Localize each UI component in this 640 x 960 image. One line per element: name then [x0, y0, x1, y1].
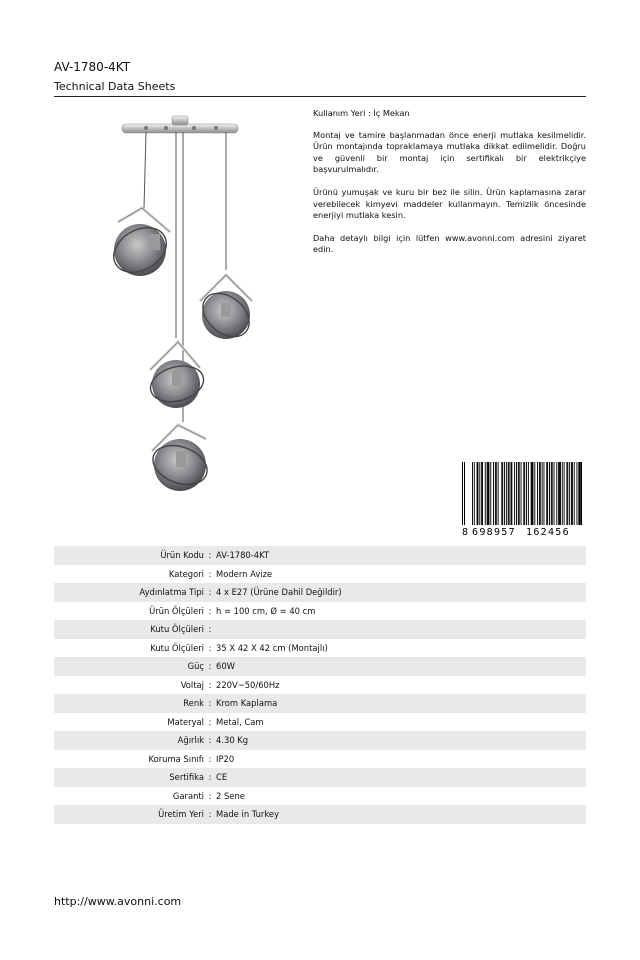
spec-row [54, 602, 586, 621]
barcode-guard-bar [464, 462, 465, 534]
barcode-bar [478, 462, 479, 528]
spec-value: Krom Kaplama [216, 698, 278, 709]
product-info-text [313, 108, 586, 267]
footer-website-link[interactable]: http://www.avonni.com [54, 895, 182, 908]
barcode-bar [562, 462, 563, 528]
barcode [460, 462, 584, 538]
barcode-bar [549, 462, 550, 528]
spec-table [54, 546, 586, 824]
spec-separator: : [208, 790, 212, 801]
spec-value: h = 100 cm, Ø = 40 cm [216, 605, 316, 616]
barcode-bar [506, 462, 507, 528]
spec-row [54, 657, 586, 676]
barcode-bar [509, 462, 510, 528]
spec-separator: : [208, 568, 212, 579]
spec-separator: : [208, 698, 212, 709]
spec-label: Sertifika [169, 772, 204, 783]
barcode-bar [556, 462, 557, 528]
spec-value: CE [216, 772, 228, 783]
barcode-bar [516, 462, 517, 528]
barcode-bar [518, 462, 519, 528]
barcode-bar [569, 462, 570, 528]
pendant-2 [195, 275, 258, 346]
pendant-1 [106, 208, 174, 281]
barcode-bar [508, 462, 509, 528]
spec-separator: : [208, 735, 212, 746]
spec-label: Aydınlatma Tipi [139, 587, 204, 598]
barcode-bar [488, 462, 489, 528]
spec-label: Ürün Kodu [160, 550, 204, 561]
barcode-bar [532, 462, 533, 528]
chandelier-image [100, 110, 260, 505]
spec-separator: : [208, 642, 212, 653]
barcode-bar [567, 462, 568, 528]
spec-row [54, 583, 586, 602]
pendant-4 [148, 425, 213, 491]
spec-value: Metal, Cam [216, 716, 264, 727]
spec-separator: : [208, 661, 212, 672]
spec-row [54, 676, 586, 695]
spec-value: 220V~50/60Hz [216, 679, 280, 690]
pendant-3 [147, 342, 208, 408]
barcode-bar [511, 462, 512, 528]
spec-value: IP20 [216, 753, 235, 764]
canopy-center [172, 116, 188, 125]
barcode-bar [542, 462, 543, 528]
barcode-bar [564, 462, 565, 528]
safety-paragraph: Montaj ve tamire başlanmadan önce enerji mutlaka kesilmelidir. Ürün montajında topraklamaya mutlaka dikkat edilmelidir. Doğru ve güvenli bir montaj için sertifikalı bir elektrikçiye başvurulmalıdır. [313, 129, 586, 175]
barcode-bar [511, 462, 512, 528]
barcode-bar [552, 462, 553, 528]
spec-value: 2 Sene [216, 790, 245, 801]
barcode-group-2: 162456 [526, 527, 570, 538]
barcode-bar [531, 462, 532, 528]
barcode-bar [474, 462, 475, 528]
spec-label: Güç [187, 661, 204, 672]
barcode-bar [560, 462, 561, 528]
usage-location: Kullanım Yeri : İç Mekan [313, 108, 410, 118]
barcode-bar [495, 462, 496, 528]
barcode-bar [554, 462, 555, 528]
canopy-plate [122, 124, 238, 133]
barcode-bar [580, 462, 581, 528]
barcode-bar [482, 462, 483, 528]
header-divider [54, 96, 586, 97]
spec-separator: : [208, 624, 212, 635]
barcode-group-1: 698957 [472, 527, 516, 538]
spec-label: Üretim Yeri [158, 809, 204, 820]
barcode-guard-bar [579, 462, 580, 534]
spec-separator: : [208, 753, 212, 764]
barcode-bar [540, 462, 541, 528]
barcode-guard-bar [462, 462, 463, 534]
barcode-bar [526, 462, 527, 528]
spec-row [54, 546, 586, 565]
barcode-bar [477, 462, 478, 528]
document-subtitle: Technical Data Sheets [54, 80, 176, 93]
barcode-bar [496, 462, 497, 528]
barcode-bar [524, 462, 525, 528]
spec-value: 4 x E27 (Ürüne Dahil Değildir) [216, 587, 342, 598]
barcode-bar [558, 462, 559, 528]
spec-label: Renk [183, 698, 204, 709]
spec-row [54, 731, 586, 750]
barcode-bar [546, 462, 547, 528]
barcode-bars [462, 462, 582, 534]
spec-label: Ürün Ölçüleri [149, 605, 204, 616]
barcode-bar [534, 462, 535, 528]
barcode-bar [559, 462, 560, 528]
barcode-bar [487, 462, 488, 528]
spec-separator: : [208, 809, 212, 820]
barcode-bar [493, 462, 494, 528]
barcode-bar [502, 462, 503, 528]
spec-row [54, 565, 586, 584]
spec-separator: : [208, 605, 212, 616]
barcode-bar [544, 462, 545, 528]
cleaning-paragraph: Ürünü yumuşak ve kuru bir bez ile silin. Ürün kaplamasına zarar verebilecek kimyevi maddeler kullanmayın. Temizlik öncesinde enerjiyi mutlaka kesin. [313, 186, 586, 221]
barcode-bar [539, 462, 540, 528]
barcode-bar [533, 462, 534, 528]
barcode-bar [498, 462, 499, 528]
barcode-bar [504, 462, 505, 528]
barcode-bar [490, 462, 491, 528]
barcode-bar [577, 462, 578, 528]
spec-row [54, 694, 586, 713]
spec-label: Ağırlık [177, 735, 204, 746]
product-code-title: AV-1780-4KT [54, 60, 131, 74]
spec-value: 60W [216, 661, 235, 672]
spec-label: Kutu Ölçüleri [150, 642, 204, 653]
spec-value: 35 X 42 X 42 cm (Montajlı) [216, 642, 328, 653]
spec-row [54, 805, 586, 824]
barcode-bar [472, 462, 473, 528]
spec-label: Voltaj [180, 679, 204, 690]
spec-value: Modern Avize [216, 568, 273, 579]
barcode-bar [574, 462, 575, 528]
barcode-bar [523, 462, 524, 528]
barcode-bar [551, 462, 552, 528]
spec-row [54, 768, 586, 787]
spec-label: Garanti [172, 790, 204, 801]
spec-label: Kategori [168, 568, 204, 579]
spec-row [54, 620, 586, 639]
spec-separator: : [208, 772, 212, 783]
spec-value: AV-1780-4KT [216, 550, 270, 561]
barcode-bar [485, 462, 486, 528]
spec-row [54, 787, 586, 806]
barcode-bar [481, 462, 482, 528]
barcode-bar [519, 462, 520, 528]
barcode-bar [489, 462, 490, 528]
spec-separator: : [208, 587, 212, 598]
spec-value: 4.30 Kg [216, 735, 249, 746]
spec-value: Made in Turkey [216, 809, 280, 820]
barcode-bar [514, 462, 515, 528]
barcode-bar [566, 462, 567, 528]
barcode-bar [547, 462, 548, 528]
spec-row [54, 750, 586, 769]
more-info-paragraph: Daha detaylı bilgi için lütfen www.avonni.com adresini ziyaret edin. [313, 232, 586, 255]
spec-separator: : [208, 679, 212, 690]
barcode-bar [571, 462, 572, 528]
barcode-bar [521, 462, 522, 528]
spec-separator: : [208, 716, 212, 727]
barcode-guard-bar [581, 462, 582, 534]
spec-label: Kutu Ölçüleri [150, 624, 204, 635]
barcode-bar [501, 462, 502, 528]
spec-row [54, 639, 586, 658]
spec-row [54, 713, 586, 732]
barcode-bar [479, 462, 480, 528]
barcode-bar [537, 462, 538, 528]
spec-label: Materyal [167, 716, 204, 727]
barcode-bar [528, 462, 529, 528]
barcode-first-digit: 8 [462, 527, 469, 538]
barcode-bar [572, 462, 573, 528]
spec-separator: : [208, 550, 212, 561]
spec-label: Koruma Sınıfı [148, 753, 204, 764]
